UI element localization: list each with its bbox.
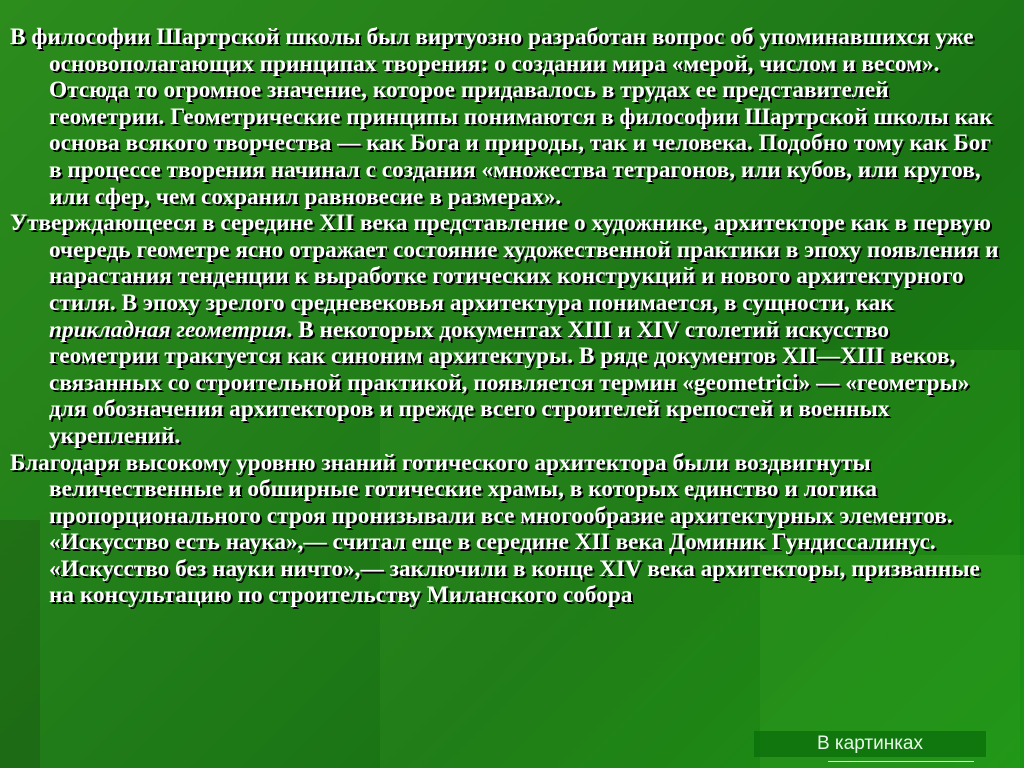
pictures-link-button[interactable]: В картинках (754, 731, 986, 757)
paragraph-text: . В некоторых документах XIII и XIV столетий искусство геометрии трактуется как синоним архитектуры. В ряде документов XII—XIII веков, связанных со строительной практикой, появляется термин «geometrici» — «геометры» для обозначения архитекторов и прежде всего строителей крепостей и военных укреплений. (49, 316, 970, 449)
paragraph-text: Утверждающееся в середине XII века представление о художнике, архитекторе как в первую очередь геометре ясно отражает состояние художественной практики в эпоху появления и нарастания тенденции к выработке готических конструкций и нового архитектурного стиля. В эпоху зрелого средневековья архитектура понимается, в сущности, как (10, 210, 999, 316)
slide-body (10, 24, 1004, 609)
link-underline (828, 761, 974, 762)
paragraph-text: Благодаря высокому уровню знаний готического архитектора были воздвигнуты величественные и обширные готические храмы, в которых единство и логика пропорционального строя пронизывали все многообразие архитектурных элементов. «Искусство есть наука»,— считал еще в середине XII века Доминик Гундиссалинус. «Искусство без науки ничто»,— заключили в конце XIV века архитекторы, призванные на консультацию по строительству Миланского собора (10, 449, 980, 609)
paragraph-text: В философии Шартрской школы был виртуозно разработан вопрос об упоминавшихся уже основополагающих принципах творения: о создании мира «мерой, числом и весом». Отсюда то огромное значение, которое придавалось в трудах ее представителей геометрии. Геометрические принципы понимаются в философии Шартрской школы как основа всякого творчества — как Бога и природы, так и человека. Подобно тому как Бог в процессе творения начинал с создания «множества тетрагонов, или кубов, или кругов, или сфер, чем сохранил равновесие в размерах». (10, 24, 993, 210)
paragraph-chartres-school (10, 24, 1004, 210)
emphasis-applied-geometry: прикладная геометрия (49, 316, 287, 343)
paragraph-architect-geometer (10, 210, 1004, 449)
paragraph-gothic-cathedrals (10, 450, 1004, 610)
